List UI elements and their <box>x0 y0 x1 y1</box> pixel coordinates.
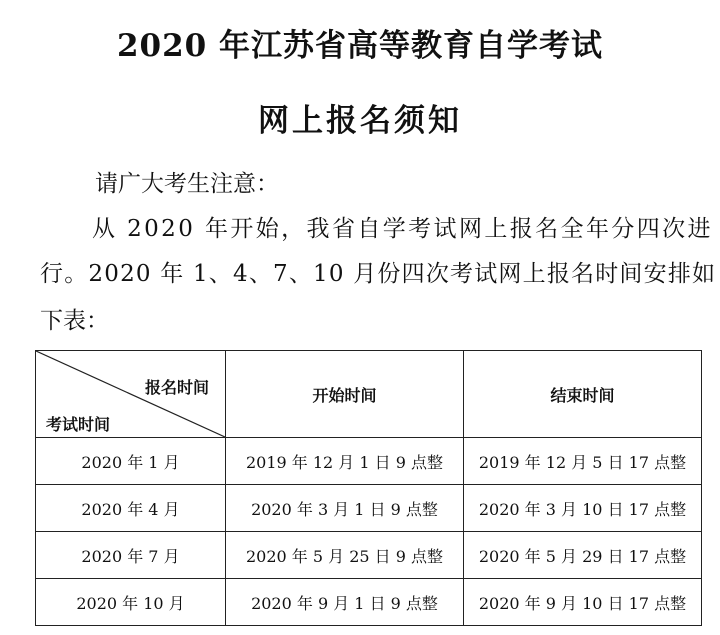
start-time-cell: 2020 年 5 月 25 日 9 点整 <box>226 532 464 579</box>
exam-time-label: 考试时间 <box>46 415 111 434</box>
end-time-cell: 2019 年 12 月 5 日 17 点整 <box>464 438 702 485</box>
document-title: 2020 年江苏省高等教育自学考试 <box>116 28 604 64</box>
paragraph-line-1: 从 2020 年开始，我省自学考试网上报名全年分四次进 <box>92 216 713 242</box>
paragraph-line-3: 下表： <box>40 308 109 334</box>
schedule-table <box>35 350 702 626</box>
start-time-cell: 2019 年 12 月 1 日 9 点整 <box>226 438 464 485</box>
end-time-cell: 2020 年 9 月 10 日 17 点整 <box>464 579 702 626</box>
diagonal-header-cell <box>36 351 226 438</box>
end-time-cell: 2020 年 5 月 29 日 17 点整 <box>464 532 702 579</box>
document-subtitle: 网上报名须知 <box>258 103 462 139</box>
start-time-header: 开始时间 <box>226 351 464 438</box>
exam-month-cell: 2020 年 7 月 <box>36 532 226 579</box>
table-row <box>36 579 702 626</box>
registration-time-label: 报名时间 <box>144 378 209 397</box>
table-row <box>36 532 702 579</box>
exam-month-cell: 2020 年 1 月 <box>36 438 226 485</box>
end-time-header: 结束时间 <box>464 351 702 438</box>
start-time-cell: 2020 年 9 月 1 日 9 点整 <box>226 579 464 626</box>
table-row <box>36 438 702 485</box>
paragraph-line-2: 行。2020 年 1、4、7、10 月份四次考试网上报名时间安排如 <box>40 261 717 287</box>
exam-month-cell: 2020 年 10 月 <box>36 579 226 626</box>
table-row <box>36 485 702 532</box>
exam-month-cell: 2020 年 4 月 <box>36 485 226 532</box>
end-time-cell: 2020 年 3 月 10 日 17 点整 <box>464 485 702 532</box>
table-header-row <box>36 351 702 438</box>
start-time-cell: 2020 年 3 月 1 日 9 点整 <box>226 485 464 532</box>
greeting-text: 请广大考生注意： <box>95 171 279 197</box>
